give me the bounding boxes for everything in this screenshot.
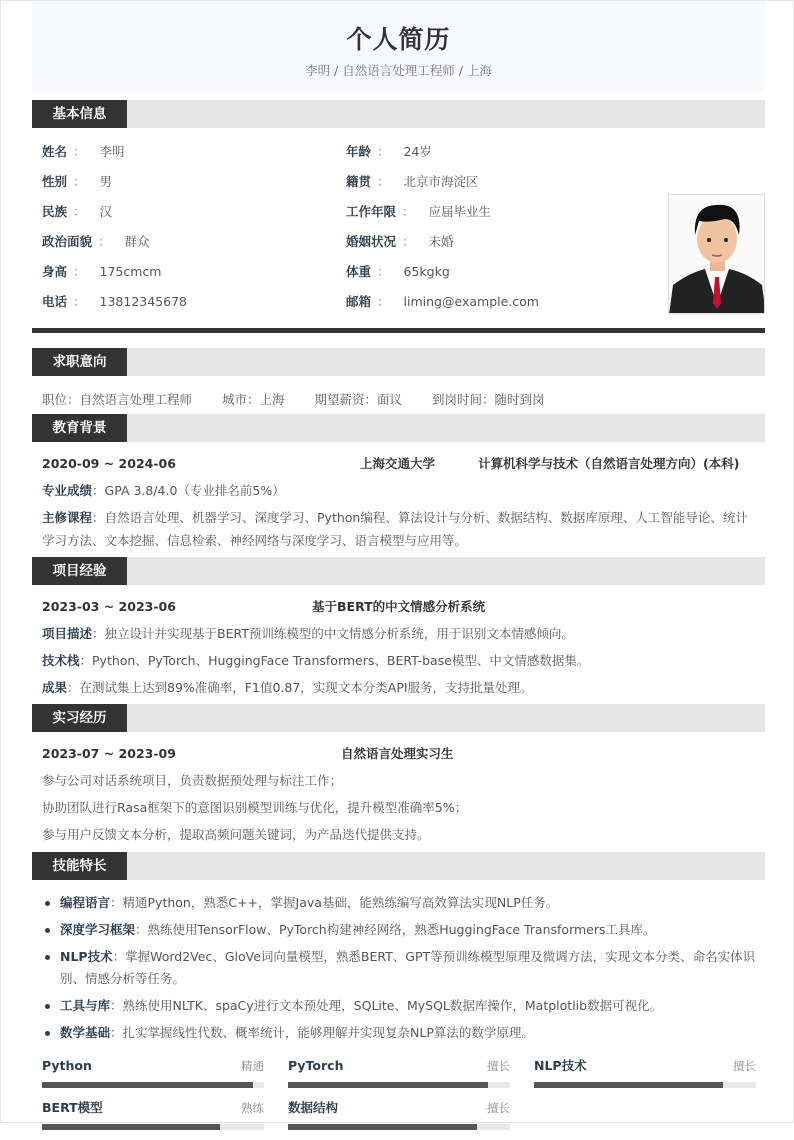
- skill-name: NLP技术: [534, 1058, 587, 1073]
- field-colon: ：: [402, 204, 415, 219]
- project-detail: [32, 674, 765, 701]
- skill-progress-fill: [288, 1082, 488, 1088]
- skill-level-item: [534, 1056, 756, 1098]
- intent-salary: 期望薪资：面议: [314, 392, 403, 407]
- info-row: [42, 259, 755, 289]
- field-label: 性别: [42, 174, 68, 189]
- divider: [32, 328, 765, 333]
- skill-level-text: 擅长: [487, 1101, 510, 1115]
- info-field: [42, 259, 346, 289]
- info-field: [346, 229, 650, 259]
- intern-duty: 参与用户反馈文本分析，提取高频问题关键词，为产品迭代提供支持。: [42, 827, 430, 842]
- intent-availability: 到岗时间：随时到岗: [432, 392, 545, 407]
- intern-period: 2023-07 ~ 2023-09: [42, 746, 176, 761]
- label: 工具与库: [60, 998, 111, 1013]
- label: 专业成绩: [42, 483, 93, 498]
- label: 编程语言: [60, 895, 111, 910]
- section-header-basic: [32, 100, 765, 128]
- field-value: 李明: [99, 144, 125, 159]
- section-header-skills: [32, 852, 765, 880]
- intern-entry: [32, 740, 765, 767]
- skill-progress-bar: [288, 1124, 510, 1130]
- label: 技术栈: [42, 653, 80, 668]
- info-field: [42, 169, 346, 199]
- skill-progress-bar: [534, 1082, 756, 1088]
- intern-duty: 协助团队进行Rasa框架下的意图识别模型训练与优化，提升模型准确率5%；: [42, 800, 468, 815]
- section-title: 实习经历: [32, 704, 127, 732]
- field-label: 民族: [42, 204, 68, 219]
- label: 深度学习框架: [60, 922, 136, 937]
- value: ：精通Python，熟悉C++，掌握Java基础，能熟练编写高效算法实现NLP任务。: [110, 895, 559, 910]
- skill-level-header: [288, 1056, 510, 1076]
- info-field: [42, 139, 346, 169]
- label: 数学基础: [60, 1025, 111, 1040]
- info-row: [42, 139, 755, 169]
- skill-level-header: [534, 1056, 756, 1076]
- field-value: 175cmcm: [99, 264, 162, 279]
- skill-level-header: [42, 1098, 264, 1118]
- job-intent: [32, 386, 765, 414]
- field-value: 13812345678: [99, 294, 188, 309]
- skill-level-item: [288, 1056, 510, 1098]
- field-colon: ：: [377, 144, 390, 159]
- field-label: 年龄: [346, 144, 372, 159]
- value: ：自然语言处理、机器学习、深度学习、Python编程、算法设计与分析、数据结构、数据库原理、人工智能导论、统计学习方法、文本挖掘、信息检索、神经网络与深度学习、语言模型与应用等。: [42, 510, 748, 548]
- value: ：熟练使用TensorFlow、PyTorch构建神经网络，熟悉HuggingFace Transformers工具库。: [135, 922, 656, 937]
- skill-level-text: 熟练: [241, 1101, 264, 1115]
- edu-school: 上海交通大学: [360, 456, 436, 471]
- section-title: 技能特长: [32, 852, 127, 880]
- info-field: [346, 199, 650, 229]
- field-value: 未婚: [428, 234, 454, 249]
- education-entry: [32, 450, 765, 477]
- skill-progress-fill: [42, 1082, 253, 1088]
- resume-header: [32, 1, 765, 93]
- section-title: 基本信息: [32, 100, 127, 128]
- field-label: 姓名: [42, 144, 68, 159]
- field-label: 邮箱: [346, 294, 372, 309]
- skill-bullet: [32, 946, 765, 990]
- field-label: 电话: [42, 294, 68, 309]
- info-field: [346, 289, 650, 319]
- skill-name: BERT模型: [42, 1100, 103, 1115]
- field-label: 婚姻状况: [346, 234, 397, 249]
- intern-duty: 参与公司对话系统项目，负责数据预处理与标注工作；: [42, 773, 343, 788]
- profile-photo: [668, 194, 765, 314]
- label: NLP技术: [60, 949, 113, 964]
- skill-level-item: [42, 1056, 264, 1098]
- skill-name: Python: [42, 1058, 92, 1073]
- project-name: 基于BERT的中文情感分析系统: [312, 599, 486, 614]
- info-row: [42, 199, 755, 229]
- value: ：独立设计并实现基于BERT预训练模型的中文情感分析系统，用于识别文本情感倾向。: [92, 626, 574, 641]
- field-value: 65kgkg: [403, 264, 450, 279]
- info-field: [42, 289, 346, 319]
- section-title: 项目经验: [32, 557, 127, 585]
- field-colon: ：: [377, 174, 390, 189]
- project-detail: [32, 620, 765, 647]
- edu-courses: [32, 506, 765, 552]
- edu-major: 计算机科学与技术（自然语言处理方向）(本科): [478, 456, 740, 471]
- skill-levels: [32, 1056, 765, 1140]
- field-label: 政治面貌: [42, 234, 93, 249]
- field-label: 体重: [346, 264, 372, 279]
- info-row: [42, 229, 755, 259]
- section-header-intern: [32, 704, 765, 732]
- skill-level-header: [288, 1098, 510, 1118]
- field-label: 身高: [42, 264, 68, 279]
- info-row: [42, 289, 755, 319]
- field-colon: ：: [73, 264, 86, 279]
- value: ：GPA 3.8/4.0（专业排名前5%）: [92, 483, 285, 498]
- skill-level-header: [42, 1056, 264, 1076]
- value: ：Python、PyTorch、HuggingFace Transformers、BERT-base模型、中文情感数据集。: [79, 653, 590, 668]
- field-colon: ：: [73, 174, 86, 189]
- label: 项目描述: [42, 626, 93, 641]
- field-value: 男: [99, 174, 113, 189]
- intern-role: 自然语言处理实习生: [341, 746, 454, 761]
- edu-period: 2020-09 ~ 2024-06: [42, 456, 176, 471]
- project-entry: [32, 593, 765, 620]
- section-header-intent: [32, 348, 765, 376]
- skill-bullet: [32, 892, 765, 914]
- skill-level-item: [288, 1098, 510, 1140]
- skill-level-item: [42, 1098, 264, 1140]
- field-value: 24岁: [403, 144, 432, 159]
- value: ：在测试集上达到89%准确率，F1值0.87，实现文本分类API服务，支持批量处理。: [67, 680, 533, 695]
- info-field: [346, 169, 650, 199]
- info-row: [42, 169, 755, 199]
- value: ：扎实掌握线性代数、概率统计，能够理解并实现复杂NLP算法的数学原理。: [110, 1025, 534, 1040]
- skill-progress-bar: [288, 1082, 510, 1088]
- field-colon: ：: [73, 204, 86, 219]
- field-value: 应届毕业生: [428, 204, 492, 219]
- field-colon: ：: [98, 234, 111, 249]
- skill-progress-bar: [42, 1124, 264, 1130]
- project-period: 2023-03 ~ 2023-06: [42, 599, 176, 614]
- label: 主修课程: [42, 510, 93, 525]
- field-value: 汉: [99, 204, 113, 219]
- skill-level-text: 精通: [241, 1059, 264, 1073]
- info-field: [346, 139, 650, 169]
- skill-name: 数据结构: [288, 1100, 339, 1115]
- basic-info: [32, 128, 765, 326]
- skill-progress-fill: [534, 1082, 723, 1088]
- skill-level-text: 擅长: [733, 1059, 756, 1073]
- section-title: 教育背景: [32, 414, 127, 442]
- skill-progress-bar: [42, 1082, 264, 1088]
- intent-position: 职位：自然语言处理工程师: [42, 392, 193, 407]
- field-colon: ：: [73, 144, 86, 159]
- field-colon: ：: [377, 294, 390, 309]
- section-title: 求职意向: [32, 348, 127, 376]
- skill-bullet: [32, 1022, 765, 1044]
- field-colon: ：: [402, 234, 415, 249]
- project-detail: [32, 647, 765, 674]
- edu-gpa: [32, 477, 765, 504]
- resume-page: [32, 1, 765, 1140]
- value: ：掌握Word2Vec、GloVe词向量模型，熟悉BERT、GPT等预训练模型原理及微调方法，实现文本分类、命名实体识别、情感分析等任务。: [60, 949, 756, 986]
- field-value: liming@example.com: [403, 294, 539, 309]
- skill-progress-fill: [288, 1124, 477, 1130]
- value: ：熟练使用NLTK、spaCy进行文本预处理，SQLite、MySQL数据库操作，Matplotlib数据可视化。: [110, 998, 663, 1013]
- info-field: [346, 259, 650, 289]
- skill-name: PyTorch: [288, 1058, 344, 1073]
- section-header-project: [32, 557, 765, 585]
- field-value: 北京市海淀区: [403, 174, 479, 189]
- page-title: 个人简历: [346, 25, 451, 54]
- label: 成果: [42, 680, 68, 695]
- skill-bullet: [32, 995, 765, 1017]
- intent-city: 城市：上海: [222, 392, 285, 407]
- section-header-education: [32, 414, 765, 442]
- skill-bullet: [32, 919, 765, 941]
- info-field: [42, 229, 346, 259]
- field-colon: ：: [73, 294, 86, 309]
- subtitle: 李明 / 自然语言处理工程师 / 上海: [305, 63, 492, 78]
- field-value: 群众: [124, 234, 150, 249]
- field-colon: ：: [377, 264, 390, 279]
- info-field: [42, 199, 346, 229]
- field-label: 籍贯: [346, 174, 372, 189]
- skill-level-text: 擅长: [487, 1059, 510, 1073]
- skill-progress-fill: [42, 1124, 220, 1130]
- field-label: 工作年限: [346, 204, 397, 219]
